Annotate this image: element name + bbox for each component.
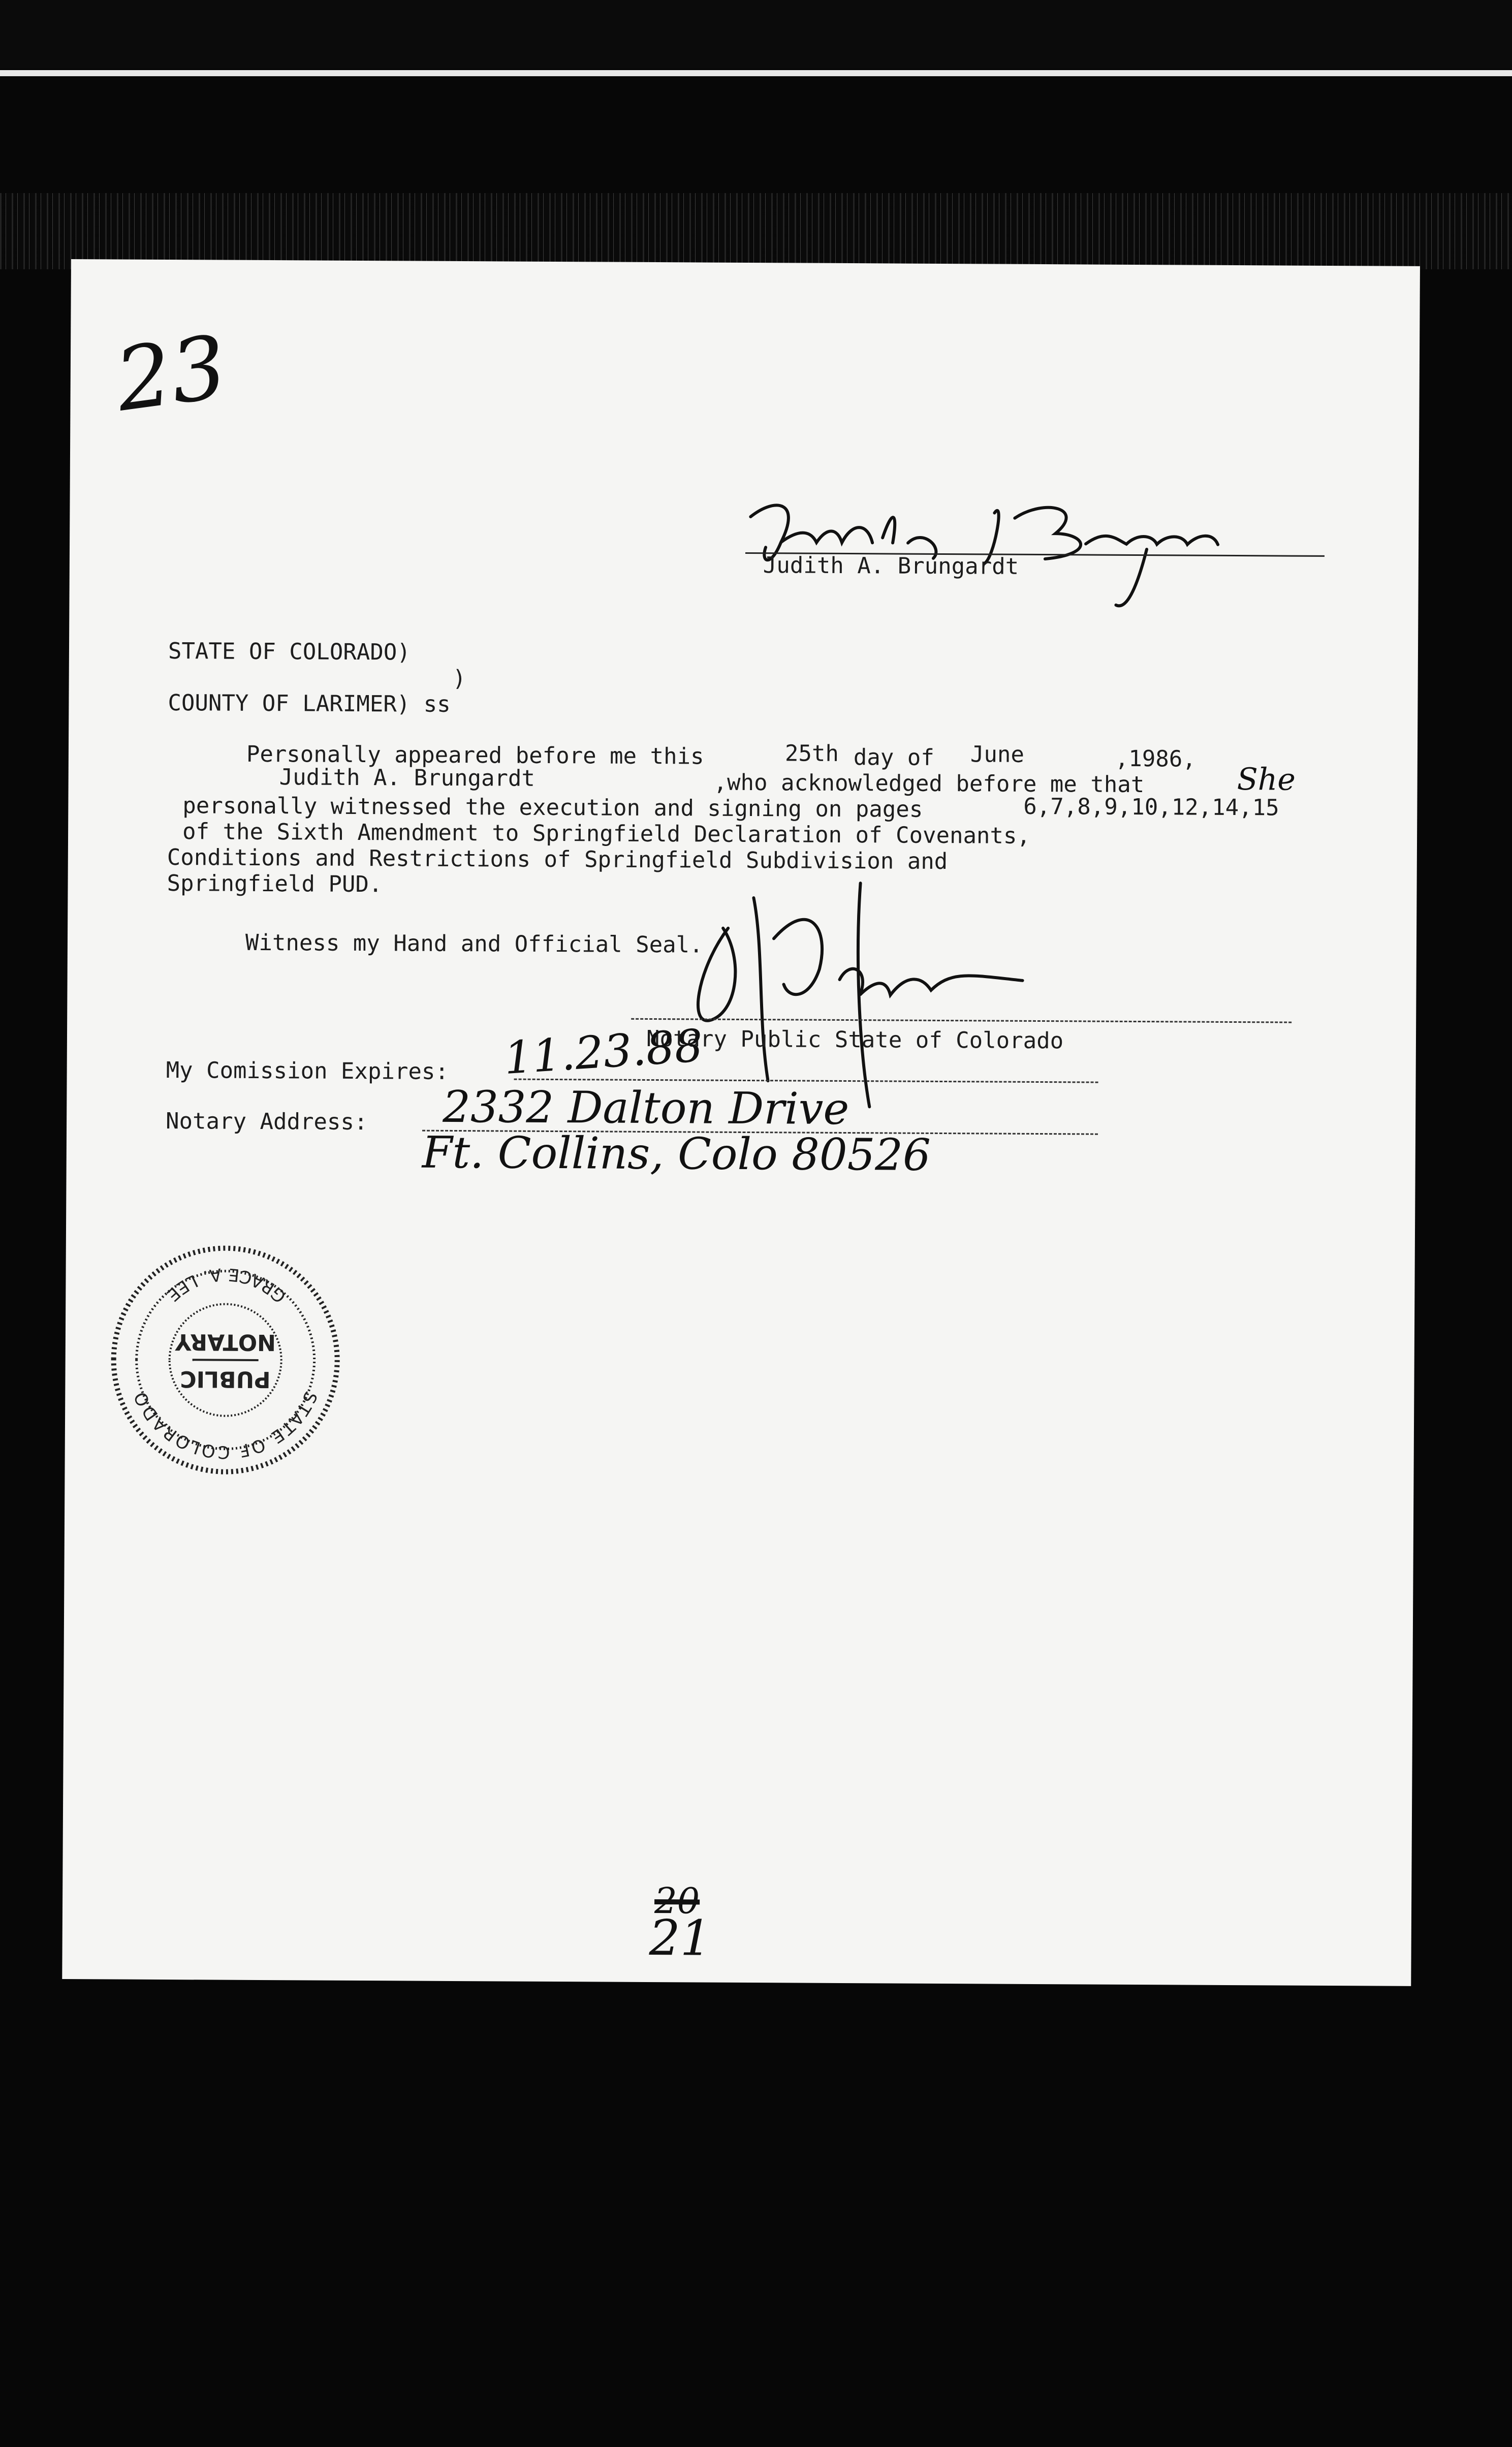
notary-address-line-2: Ft. Collins, Colo 80526: [422, 1127, 931, 1181]
acknowledgment-line-5: Conditions and Restrictions of Springfield Subdivision and: [167, 844, 948, 875]
acknowledged-name: Judith A. Brungardt: [279, 764, 536, 792]
venue-county: COUNTY OF LARIMER) ss: [168, 690, 451, 717]
svg-text:STATE OF COLORADO: [129, 1387, 321, 1463]
handwritten-page-mark: 23: [110, 317, 233, 431]
notary-seal: [105, 1240, 345, 1480]
commission-label: My Comission Expires:: [166, 1057, 449, 1085]
commission-value: 11.23.88: [502, 1019, 705, 1085]
struck-page-number: 20: [654, 1880, 700, 1922]
witness-statement: Witness my Hand and Official Seal.: [245, 929, 703, 958]
scan-noise-band: [0, 193, 1512, 269]
pages-value: 6,7,8,9,10,12,14,15: [1023, 793, 1279, 821]
acknowledgment-line-4: of the Sixth Amendment to Springfield Declaration of Covenants,: [182, 819, 1031, 849]
notary-title: Notary Public State of Colorado: [646, 1025, 1064, 1054]
acknowledgment-line-3: personally witnessed the execution and signing on pages: [182, 793, 923, 823]
year-value: ,1986,: [1115, 745, 1196, 772]
acknowledgment-line-1-prefix: Personally appeared before me this: [246, 741, 704, 770]
seal-bottom-text: GRACE A. LEE: [161, 1264, 291, 1307]
seal-top-text: STATE OF COLORADO: [129, 1387, 321, 1462]
notary-signature: [666, 867, 1125, 1113]
notary-address-label: Notary Address:: [165, 1108, 368, 1136]
page-number: 21: [649, 1909, 712, 1967]
seal-center-line-1: PUBLIC: [180, 1366, 271, 1393]
document-page: [62, 259, 1420, 1986]
acknowledgment-line-6: Springfield PUD.: [167, 870, 383, 898]
scan-border-top: [0, 0, 1512, 69]
seal-center-line-2: NOTARY: [175, 1329, 276, 1356]
day-value: 25th: [784, 740, 839, 767]
scan-edge-line: [0, 70, 1512, 76]
venue-bracket: ): [452, 665, 466, 692]
acknowledgment-line-2: ,who acknowledged before me that: [713, 769, 1145, 798]
month-value: June: [970, 741, 1025, 768]
notary-address-line-1: 2332 Dalton Drive: [443, 1081, 849, 1135]
venue-state: STATE OF COLORADO): [168, 638, 411, 666]
acknowledgment-day-of: day of: [853, 744, 934, 771]
handwritten-pronoun: She: [1237, 762, 1296, 798]
signer-name: Judith A. Brungardt: [763, 552, 1019, 580]
signer-signature: [730, 486, 1269, 611]
svg-text:GRACE A. LEE: [161, 1264, 290, 1307]
